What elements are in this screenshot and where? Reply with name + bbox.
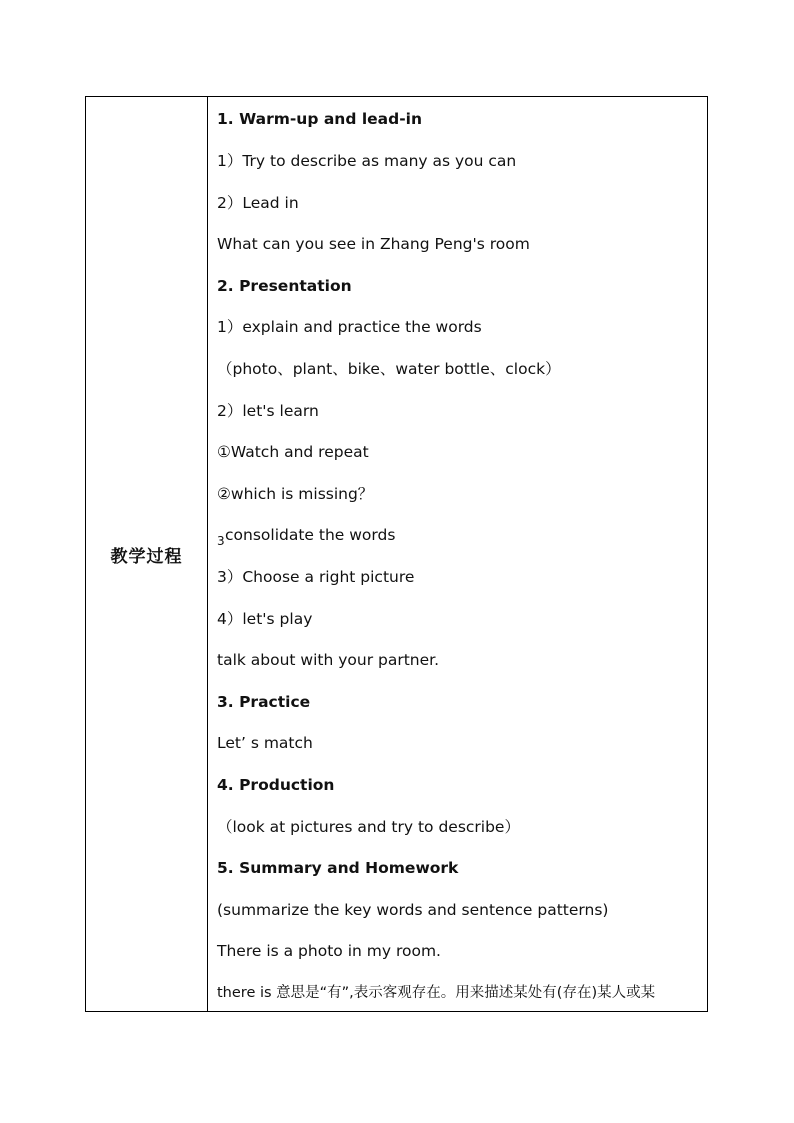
content-line: 1）Try to describe as many as you can: [217, 152, 517, 170]
label-cell: [86, 97, 208, 1011]
content-line: 3）Choose a right picture: [217, 568, 415, 586]
content-line: 2）Lead in: [217, 194, 299, 212]
list-marker-3: 3: [217, 534, 225, 548]
content-line: What can you see in Zhang Peng's room: [217, 235, 530, 253]
content-cell: [208, 97, 707, 1011]
content-line: Let’ s match: [217, 734, 313, 752]
content-line: （look at pictures and try to describe）: [217, 818, 520, 836]
heading-summary: 5. Summary and Homework: [217, 859, 459, 877]
content-line: ①Watch and repeat: [217, 443, 369, 461]
content-line: consolidate the words: [225, 526, 396, 544]
heading-presentation: 2. Presentation: [217, 277, 352, 295]
content-line: There is a photo in my room.: [217, 942, 441, 960]
content-line: 4）let's play: [217, 610, 313, 628]
heading-production: 4. Production: [217, 776, 335, 794]
content-line: 1）explain and practice the words: [217, 318, 482, 336]
content-line: 2）let's learn: [217, 402, 319, 420]
content-line: (summarize the key words and sentence patterns): [217, 901, 609, 919]
content-line: （photo、plant、bike、water bottle、clock）: [217, 360, 561, 378]
section-label: 教学过程: [110, 546, 183, 567]
content-line: ②which is missing？: [217, 485, 374, 503]
lesson-table: [85, 96, 708, 1012]
content-line: talk about with your partner.: [217, 651, 440, 669]
heading-practice: 3. Practice: [217, 693, 311, 711]
content-line: there is 意思是“有”,表示客观存在。用来描述某处有(存在)某人或某: [217, 985, 656, 1001]
heading-warmup: 1. Warm-up and lead-in: [217, 110, 422, 128]
